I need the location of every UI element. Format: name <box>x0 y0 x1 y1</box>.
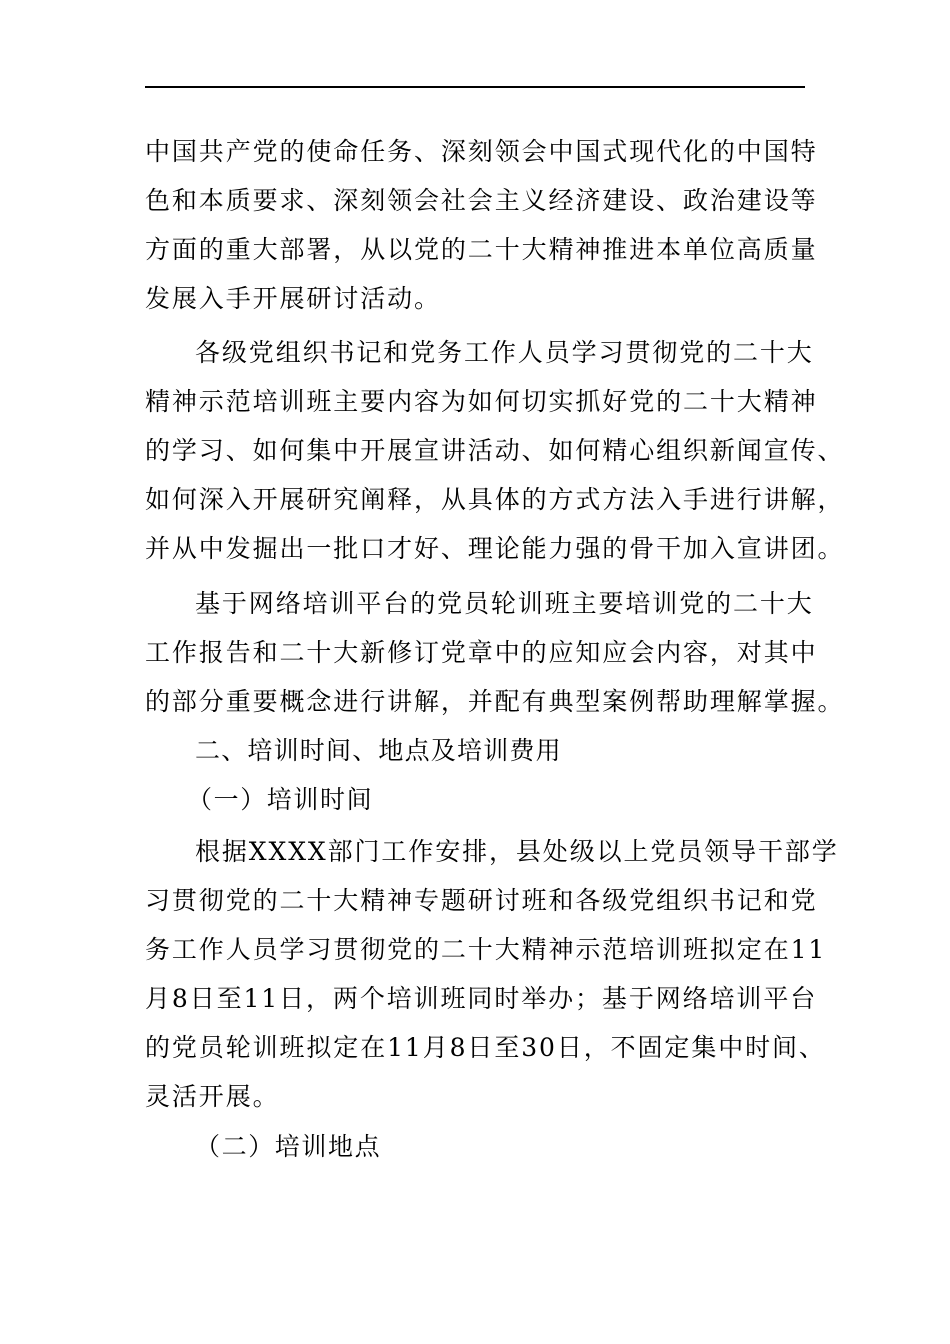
text-line: 月8日至11日，两个培训班同时举办；基于网络培训平台 <box>145 984 818 1013</box>
text-line: 务工作人员学习贯彻党的二十大精神示范培训班拟定在11 <box>145 935 827 964</box>
text-line: 的学习、如何集中开展宣讲活动、如何精心组织新闻宣传、 <box>145 436 845 465</box>
header-rule <box>145 86 805 88</box>
text-line: 并从中发掘出一批口才好、理论能力强的骨干加入宣讲团。 <box>145 534 845 563</box>
paragraph-3 <box>145 579 844 726</box>
text-line: 各级党组织书记和党务工作人员学习贯彻党的二十大 <box>195 338 814 367</box>
subheading-text: （二）培训地点 <box>195 1132 382 1161</box>
text-line: 工作报告和二十大新修订党章中的应知应会内容，对其中 <box>145 638 818 667</box>
text-line: 如何深入开展研究阐释，从具体的方式方法入手进行讲解， <box>145 485 845 514</box>
text-line: 基于网络培训平台的党员轮训班主要培训党的二十大 <box>195 589 814 618</box>
text-line: 色和本质要求、深刻领会社会主义经济建设、政治建设等 <box>145 186 818 215</box>
subheading-text: （一）培训时间 <box>187 785 374 814</box>
text-line: 习贯彻党的二十大精神专题研讨班和各级党组织书记和党 <box>145 886 818 915</box>
text-line: 精神示范培训班主要内容为如何切实抓好党的二十大精神 <box>145 387 818 416</box>
paragraph-1 <box>145 127 818 323</box>
text-line: 中国共产党的使命任务、深刻领会中国式现代化的中国特 <box>145 137 818 166</box>
text-line: 方面的重大部署，从以党的二十大精神推进本单位高质量 <box>145 235 818 264</box>
section-heading <box>145 726 562 775</box>
section-heading-text: 二、培训时间、地点及培训费用 <box>195 736 562 765</box>
subheading-training-location <box>145 1122 381 1171</box>
text-line: 的党员轮训班拟定在11月8日至30日，不固定集中时间、 <box>145 1033 826 1062</box>
text-line: 发展入手开展研讨活动。 <box>145 284 441 313</box>
paragraph-4 <box>145 827 839 1121</box>
text-line: 灵活开展。 <box>145 1082 280 1111</box>
text-line: 的部分重要概念进行讲解，并配有典型案例帮助理解掌握。 <box>145 687 845 716</box>
subheading-training-time <box>145 775 373 824</box>
paragraph-2 <box>145 328 844 573</box>
text-line: 根据XXXX部门工作安排，县处级以上党员领导干部学 <box>195 837 839 866</box>
